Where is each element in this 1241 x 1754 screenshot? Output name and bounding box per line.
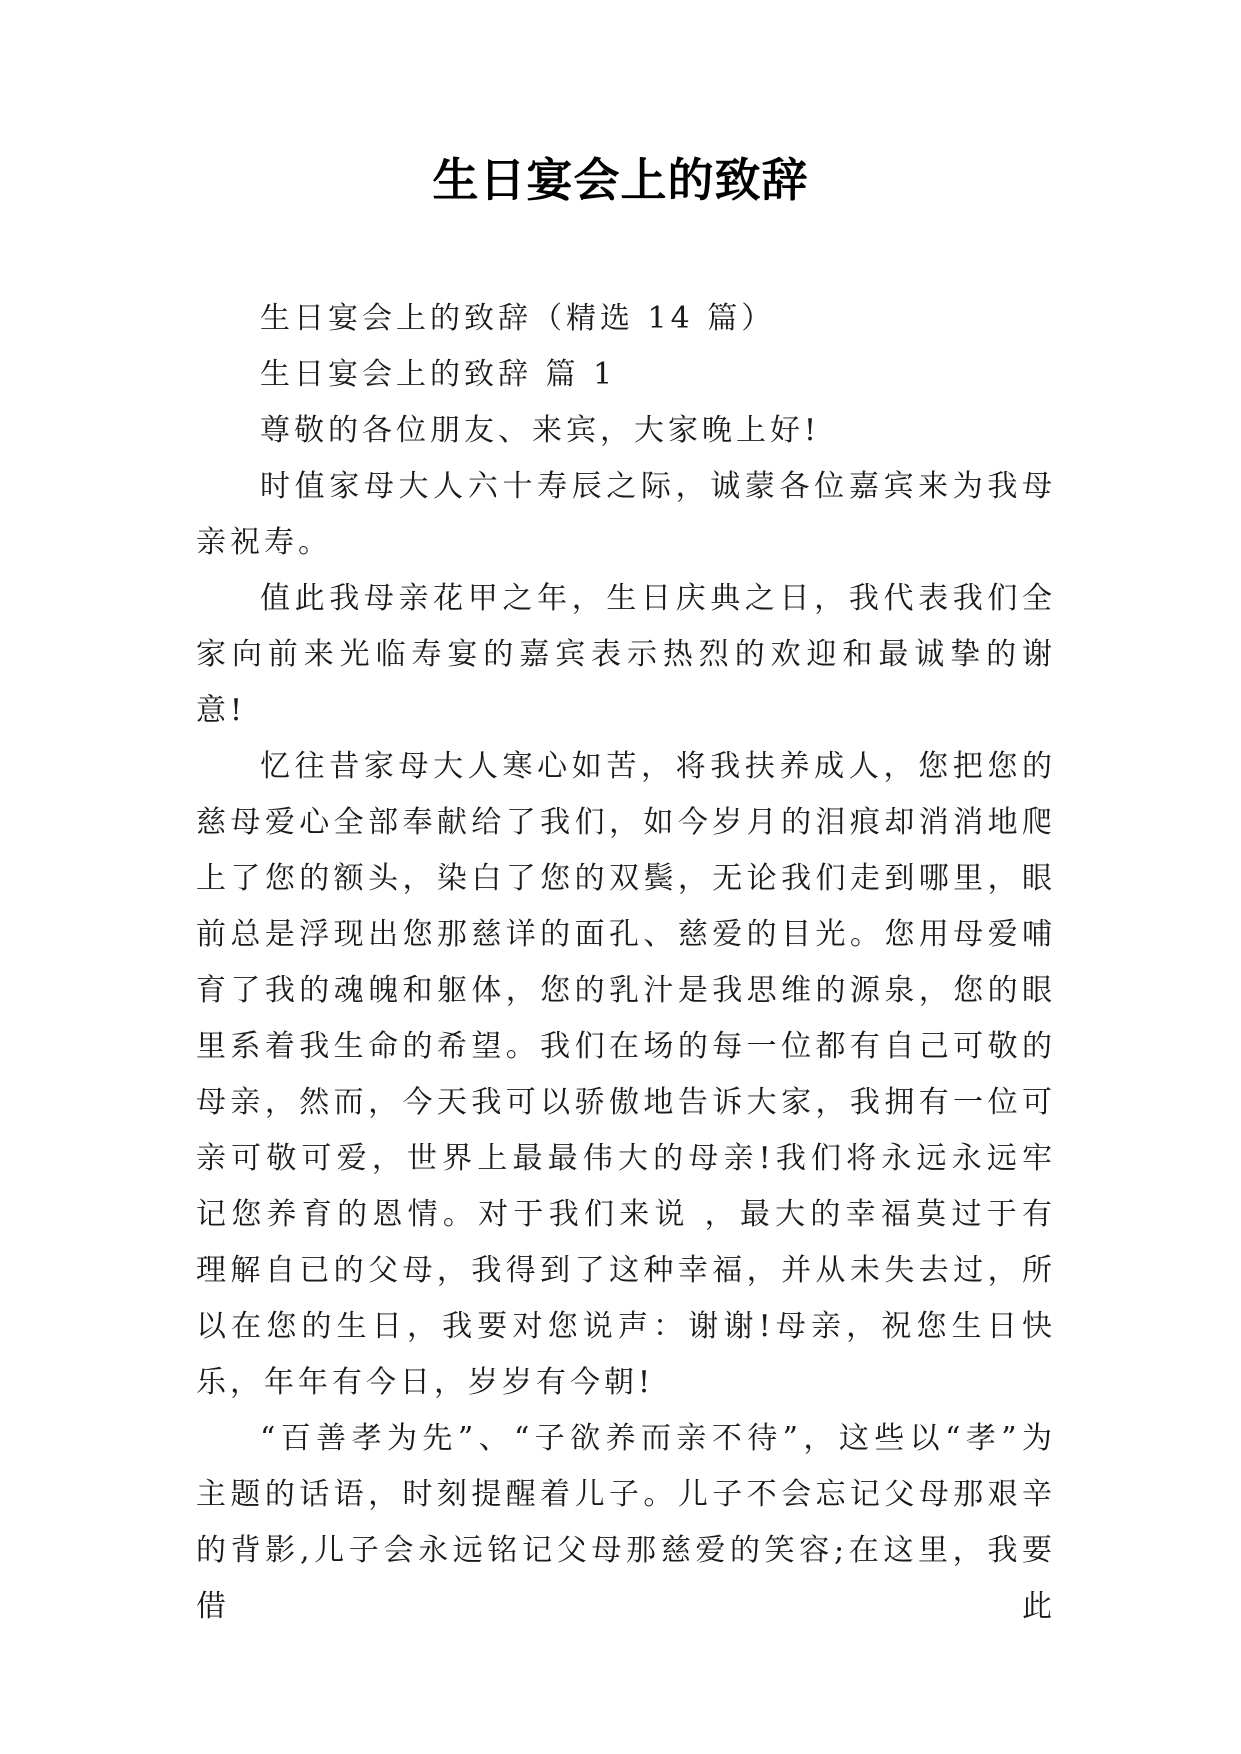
body-paragraph: 时值家母大人六十寿辰之际，诚蒙各位嘉宾来为我母亲祝寿。 (196, 469, 1056, 560)
document-body (196, 291, 1056, 1635)
body-paragraph: “百善孝为先”、“子欲养而亲不待”，这些以“孝”为主题的话语，时刻提醒着儿子。儿子不会忘记父母那艰辛的背影,儿子会永远铭记父母那慈爱的笑容;在这里，我要借此 (196, 1421, 1056, 1624)
body-paragraph: 忆往昔家母大人寒心如苦，将我扶养成人，您把您的慈母爱心全部奉献给了我们，如今岁月的泪痕却消消地爬上了您的额头，染白了您的双鬓，无论我们走到哪里，眼前总是浮现出您那慈详的面孔、慈爱的目光。您用母爱哺育了我的魂魄和躯体，您的乳汁是我思维的源泉，您的眼里系着我生命的希望。我们在场的每一位都有自己可敬的母亲，然而，今天我可以骄傲地告诉大家，我拥有一位可亲可敬可爱，世界上最最伟大的母亲!我们将永远永远牢记您养育的恩情。对于我们来说 ，最大的幸福莫过于有理解自已的父母，我得到了这种幸福，并从未失去过，所以在您的生日，我要对您说声：谢谢!母亲，祝您生日快乐，年年有今日，岁岁有今朝! (196, 749, 1056, 1400)
subtitle-paragraph: 生日宴会上的致辞（精选 14 篇） (260, 301, 776, 336)
section-heading: 生日宴会上的致辞 篇 1 (260, 357, 617, 392)
greeting-paragraph: 尊敬的各位朋友、来宾，大家晚上好! (260, 413, 821, 448)
body-paragraph: 值此我母亲花甲之年，生日庆典之日，我代表我们全家向前来光临寿宴的嘉宾表示热烈的欢迎和最诚挚的谢意! (196, 581, 1056, 728)
document-title: 生日宴会上的致辞 (432, 153, 809, 207)
